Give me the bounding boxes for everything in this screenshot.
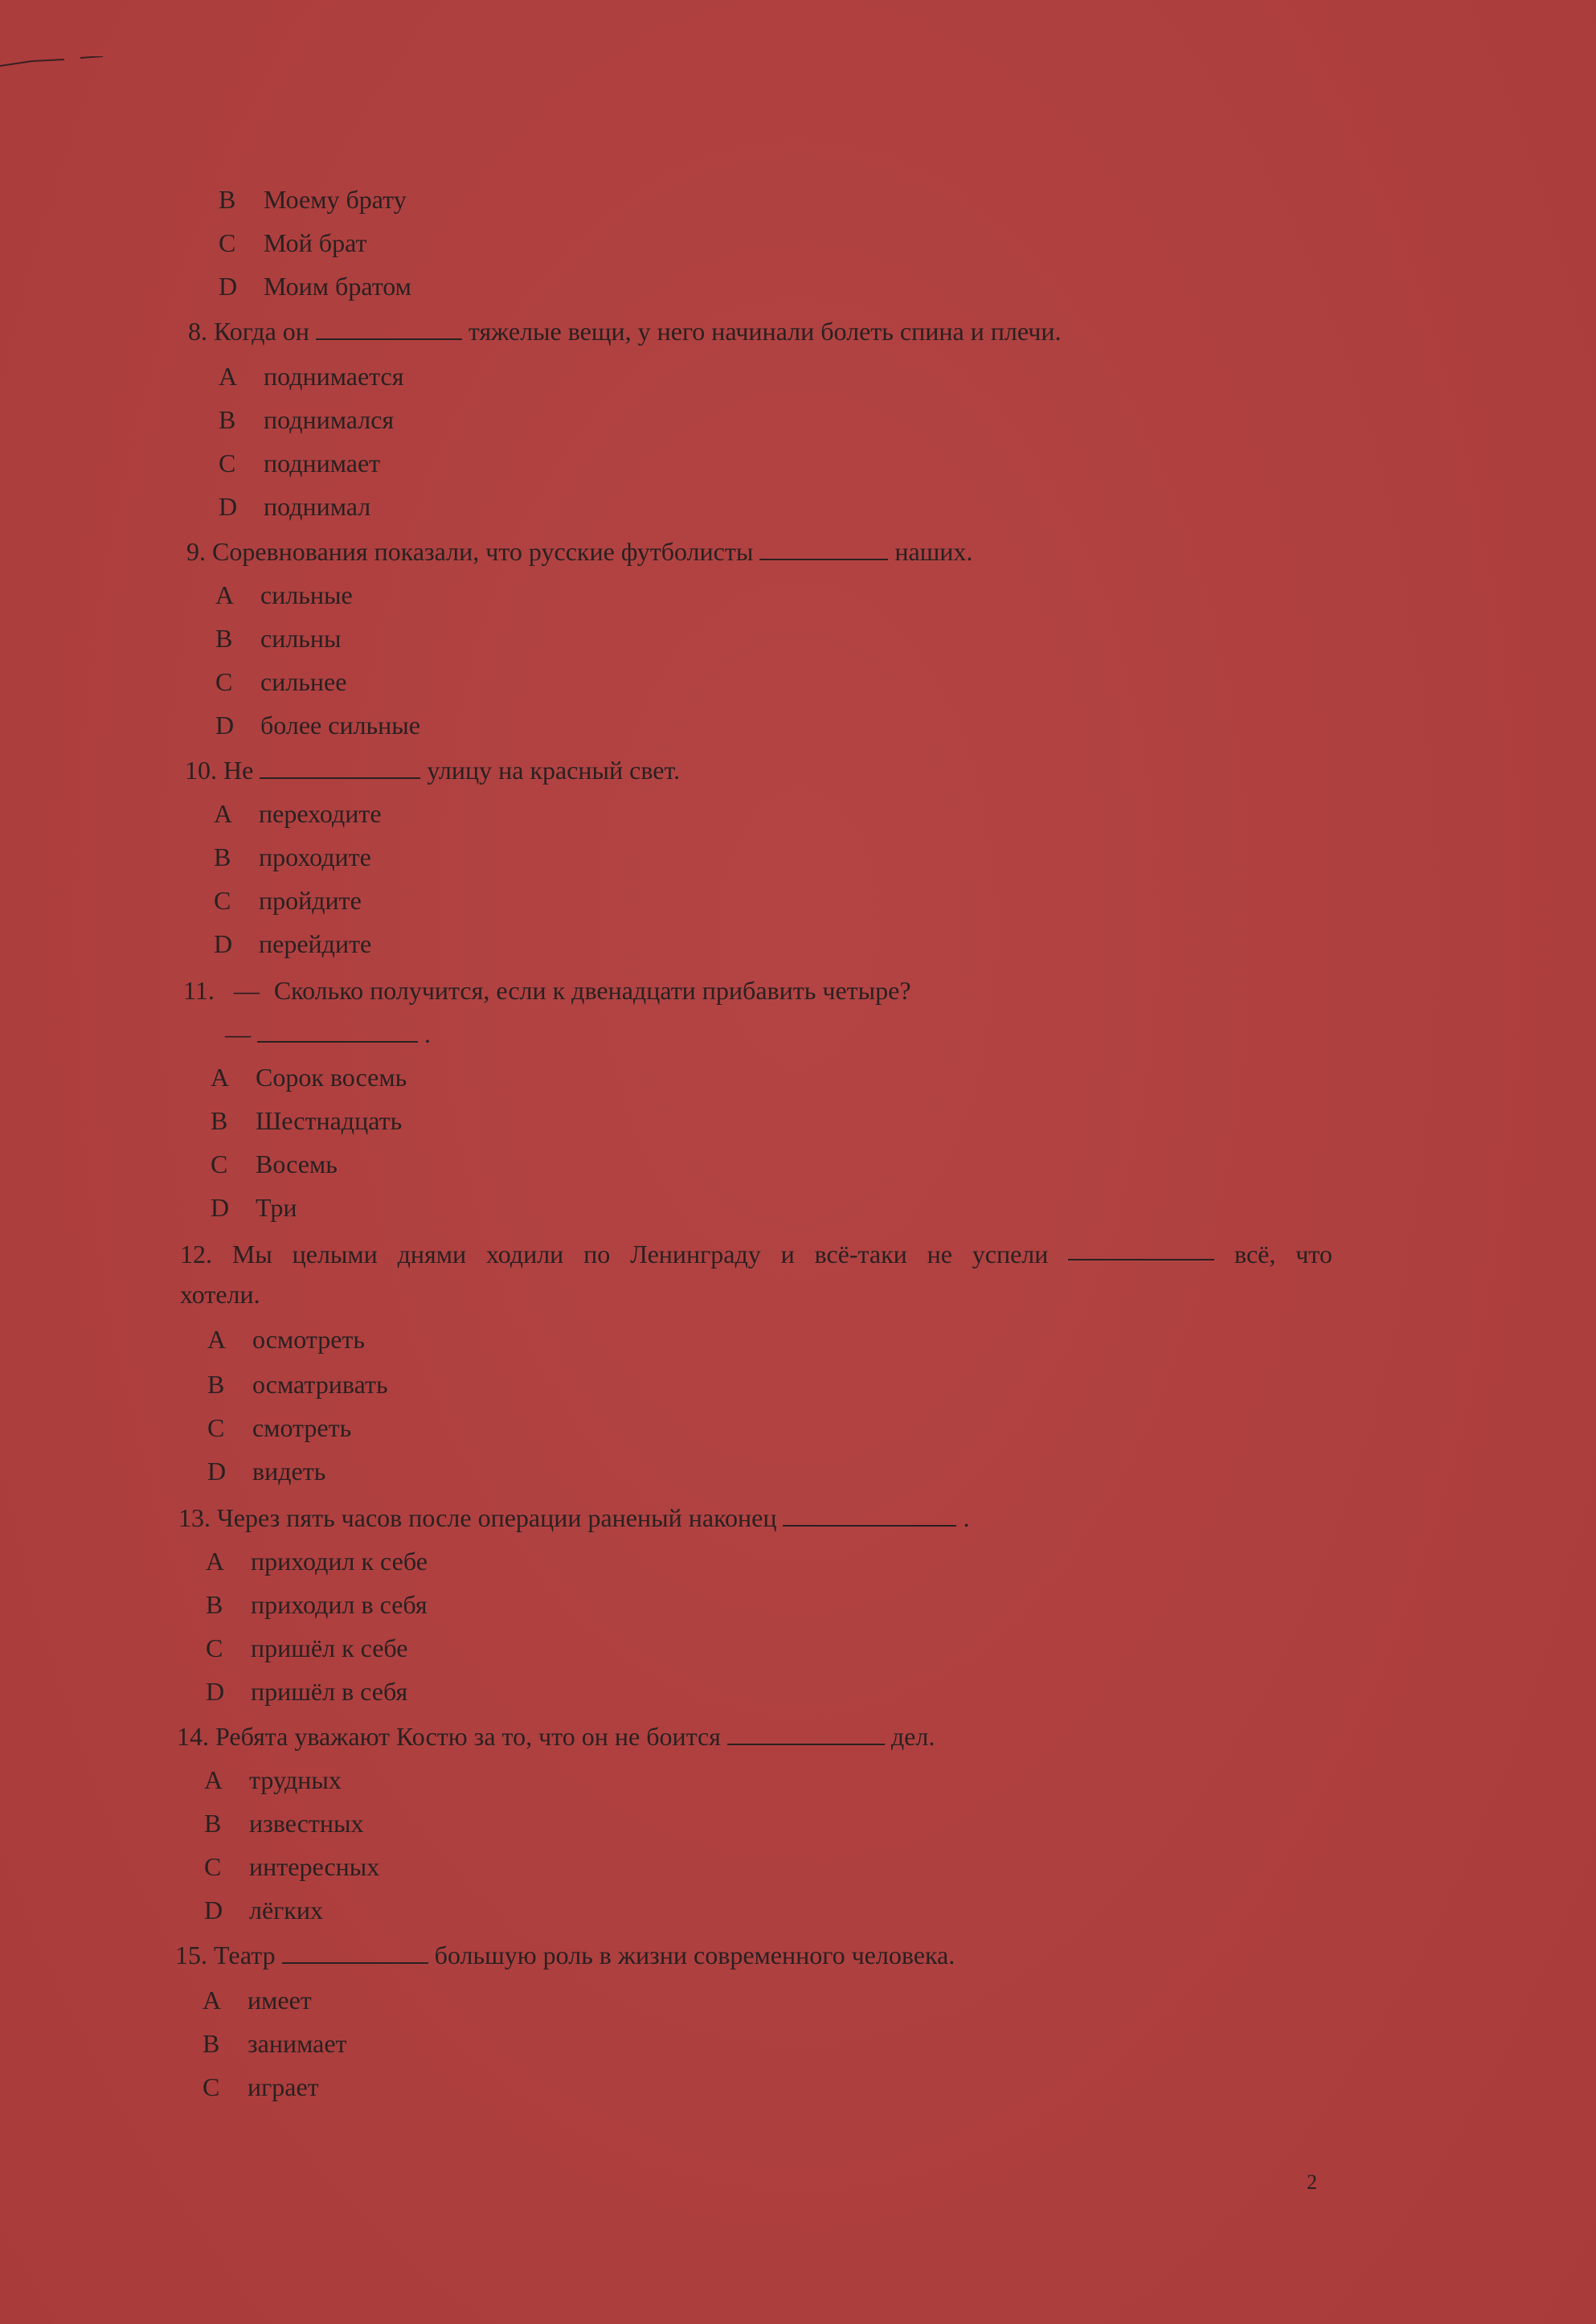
option-q14-d[interactable]: D лёгких [204,1896,323,1924]
option-q8-a[interactable]: A поднимается [219,362,404,391]
question-11-answer-line: — . [225,1019,431,1048]
question-11: 11. — Сколько получится, если к двенадцати прибавить четыре? [183,976,911,1005]
answer-blank[interactable] [260,756,420,779]
question-13: 13. Через пять часов после операции раненый наконец . [178,1503,970,1532]
scan-mark [0,56,104,68]
option-q10-b[interactable]: B проходите [214,842,371,871]
answer-blank[interactable] [1068,1238,1214,1260]
option-q7-d[interactable]: D Моим братом [219,272,411,301]
option-q13-b[interactable]: B приходил в себя [206,1590,428,1619]
option-q7-b[interactable]: B Моему брату [219,185,407,214]
answer-blank[interactable] [257,1020,418,1043]
option-q13-d[interactable]: D пришёл в себя [206,1677,408,1706]
question-12: 12. Мы целыми днями ходили по Ленинграду и всё-таки не успели всё, что [180,1240,1332,1269]
option-q14-a[interactable]: A трудных [204,1765,342,1794]
option-q15-a[interactable]: A имеет [203,1986,312,2015]
option-q11-d[interactable]: D Три [211,1193,297,1222]
question-10: 10. Не улицу на красный свет. [185,756,681,785]
answer-blank[interactable] [316,318,462,340]
question-12-continuation: хотели. [180,1280,260,1309]
option-q10-a[interactable]: A переходите [214,799,382,828]
option-q15-b[interactable]: B занимает [203,2029,347,2058]
page-number: 2 [1307,2170,1317,2194]
option-q12-b[interactable]: B осматривать [207,1370,388,1399]
answer-blank[interactable] [282,1941,428,1964]
answer-blank[interactable] [783,1504,956,1527]
option-q12-d[interactable]: D видеть [207,1457,326,1486]
question-15: 15. Театр большую роль в жизни современного человека. [175,1941,956,1969]
option-q8-c[interactable]: C поднимает [219,449,381,478]
question-14: 14. Ребята уважают Костю за то, что он не боится дел. [177,1722,935,1751]
option-q11-a[interactable]: A Сорок восемь [211,1063,407,1092]
option-q10-d[interactable]: D перейдите [214,929,372,958]
option-q10-c[interactable]: C пройдите [214,886,362,915]
option-q12-c[interactable]: C смотреть [207,1413,352,1442]
option-q9-c[interactable]: C сильнее [215,667,347,696]
option-q14-c[interactable]: C интересных [204,1852,380,1881]
option-q11-c[interactable]: C Восемь [211,1150,338,1178]
option-q13-c[interactable]: C пришёл к себе [206,1633,408,1662]
option-q8-b[interactable]: B поднимался [219,405,395,434]
question-9: 9. Соревнования показали, что русские футболисты наших. [186,537,973,566]
option-q11-b[interactable]: B Шестнадцать [211,1106,403,1135]
answer-blank[interactable] [727,1723,885,1745]
option-q14-b[interactable]: B известных [204,1809,364,1838]
option-q8-d[interactable]: D поднимал [219,492,371,521]
option-q9-b[interactable]: B сильны [215,624,342,653]
option-q7-c[interactable]: C Мой брат [219,228,367,257]
option-q9-d[interactable]: D более сильные [215,711,420,740]
question-8: 8. Когда он тяжелые вещи, у него начинали болеть спина и плечи. [188,317,1062,346]
option-q15-c[interactable]: C играет [203,2072,319,2101]
option-q12-a[interactable]: A осмотреть [207,1325,365,1354]
option-q9-a[interactable]: A сильные [215,580,353,609]
option-q13-a[interactable]: A приходил к себе [206,1547,428,1576]
answer-blank[interactable] [759,538,888,560]
